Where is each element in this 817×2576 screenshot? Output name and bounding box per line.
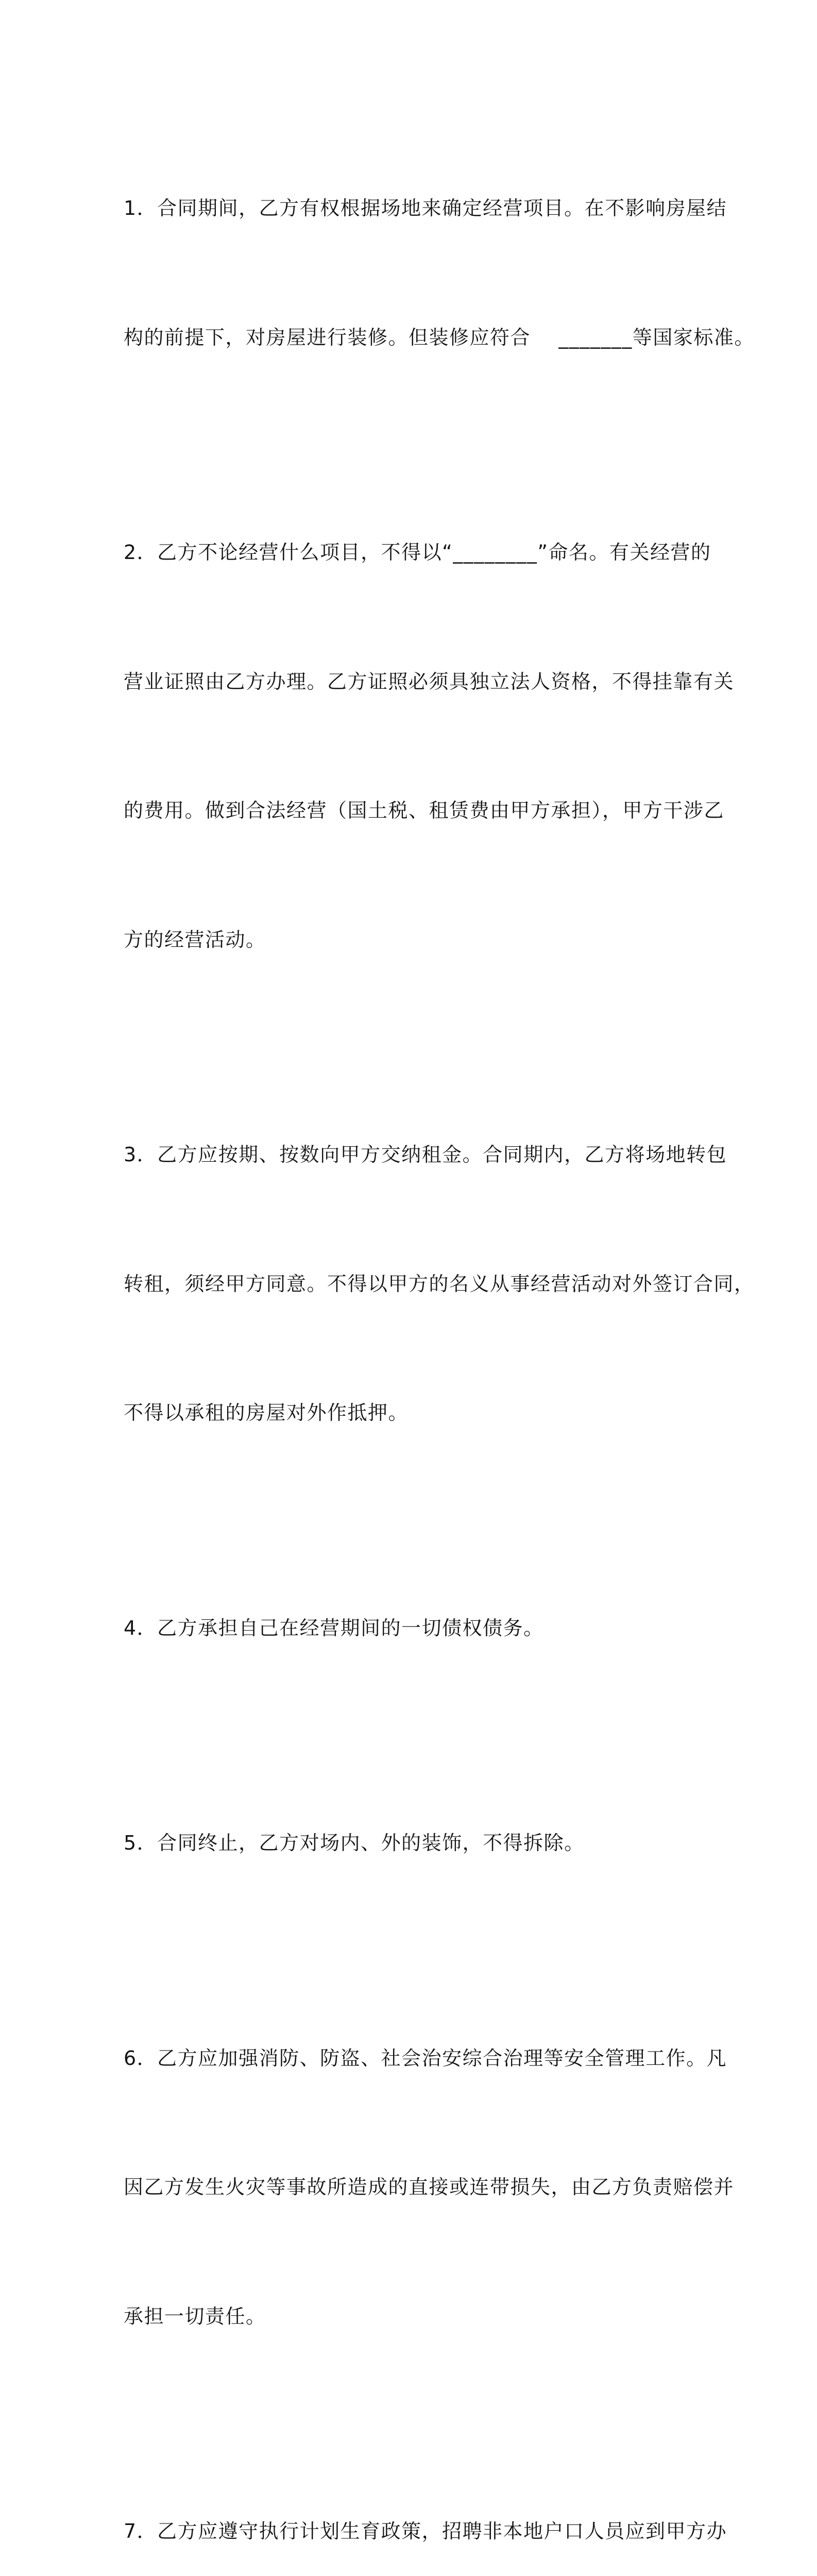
text-line: 因乙方发生火灾等事故所造成的直接或连带损失，由乙方负责赔偿并 [124,2176,735,2198]
document-body [124,101,755,2576]
text-line: 不得以承租的房屋对外作抵押。 [124,1401,409,1424]
text-line: 方的经营活动。 [124,928,266,951]
text-line: 1．合同期间，乙方有权根据场地来确定经营项目。在不影响房屋结 [124,197,727,219]
clause-5-termination [124,1736,695,1951]
text-line: 转租，须经甲方同意。不得以甲方的名义从事经营活动对外签订合同， [124,1272,755,1295]
text-line: 的费用。做到合法经营（国土税、租赁费由甲方承担），甲方干涉乙 [124,799,725,822]
text-line: 6．乙方应加强消防、防盗、社会治安综合治理等安全管理工作。凡 [124,2046,727,2070]
clause-4-debts [124,1521,695,1736]
text-line: 3．乙方应按期、按数向甲方交纳租金。合同期内，乙方将场地转包 [124,1143,727,1166]
text-line: 4．乙方承担自己在经营期间的一切债权债务。 [124,1616,544,1639]
text-line: 5．合同终止，乙方对场内、外的装饰，不得拆除。 [124,1832,585,1854]
text-line: 营业证照由乙方办理。乙方证照必须具独立法人资格，不得挂靠有关 [124,670,735,693]
clause-2-naming-and-license [124,445,735,1047]
clause-3-rent-and-sublease [124,1047,755,1521]
text-line: 7．乙方应遵守执行计划生育政策，招聘非本地户口人员应到甲方办 [124,2520,727,2543]
clause-7-staffing-policy [124,2424,727,2576]
clause-1-use-and-renovation [124,101,755,445]
text-line: 构的前提下，对房屋进行装修。但装修应符合 _______等国家标准。 [124,326,755,349]
text-line: 2．乙方不论经营什么项目，不得以“________”命名。有关经营的 [124,541,711,564]
clause-6-safety [124,1951,735,2425]
text-line: 承担一切责任。 [124,2304,266,2328]
